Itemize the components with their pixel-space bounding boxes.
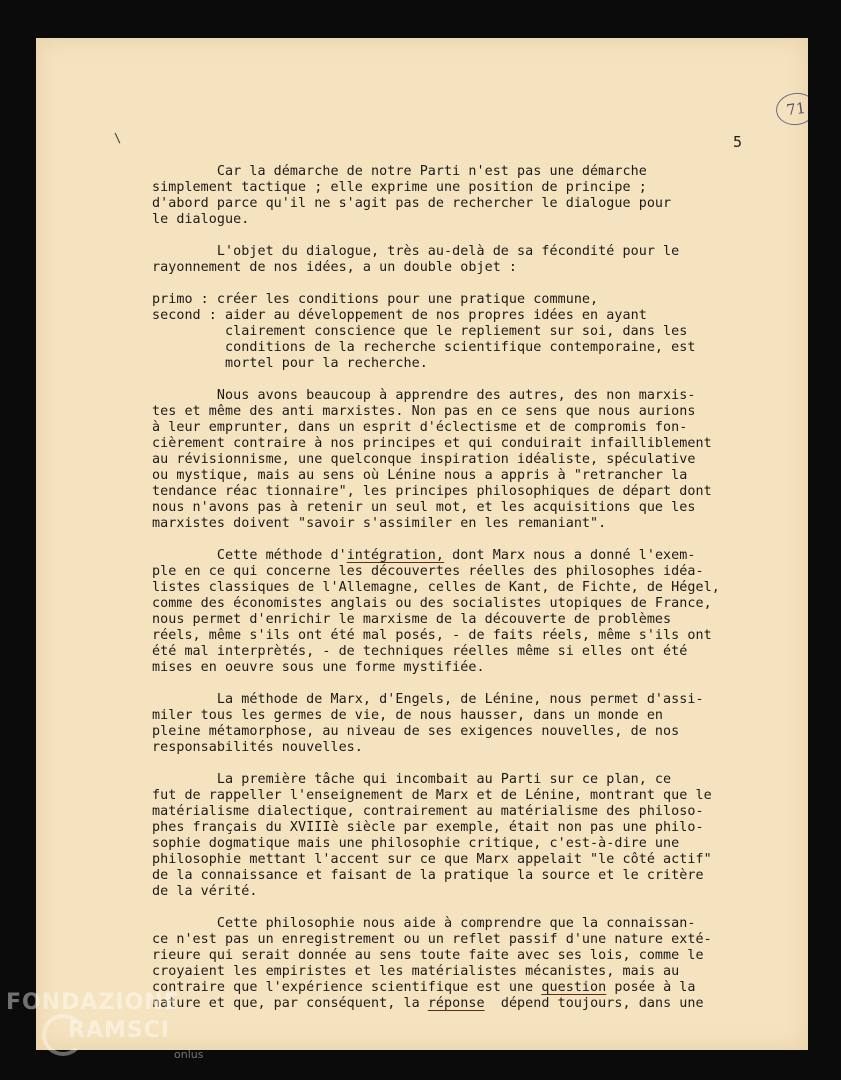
document-page <box>36 38 808 1050</box>
text-line: philosophie mettant l'accent sur ce que Marx appelait "le côté actif" <box>152 852 712 867</box>
text-line: conditions de la recherche scientifique contemporaine, est <box>152 340 696 355</box>
text-line: tes et même des anti marxistes. Non pas en ce sens que nous aurions <box>152 404 696 419</box>
text-line: pleine métamorphose, au niveau de ses exigences nouvelles, de nos <box>152 724 680 739</box>
text-line: ce n'est pas un enregistrement ou un reflet passif d'une nature exté- <box>152 932 712 947</box>
paragraph-gap <box>152 756 808 772</box>
text-line: second : aider au développement de nos propres idées en ayant <box>152 308 647 323</box>
watermark-line3: onlus <box>174 1048 204 1061</box>
text-line: cièrement contraire à nos principes et qui conduirait infailliblement <box>152 436 712 451</box>
text-line: matérialisme dialectique, contrairement au matérialisme des philoso- <box>152 804 704 819</box>
text-line: La méthode de Marx, d'Engels, de Lénine, nous permet d'assi- <box>152 692 704 707</box>
text-line: nous n'avons pas à retenir un seul mot, et les acquisitions que les <box>152 500 696 515</box>
paragraph-gap <box>152 900 808 916</box>
text-line: nature et que, par conséquent, la réponse dépend toujours, dans une <box>152 996 704 1011</box>
text-line: simplement tactique ; elle exprime une position de principe ; <box>152 180 647 195</box>
text-line: de la vérité. <box>152 884 258 899</box>
watermark-line2: RAMSCI <box>68 1018 171 1043</box>
fondazione-gramsci-watermark <box>6 990 226 1070</box>
text-line: phes français du XVIIIè siècle par exemple, était non pas une philo- <box>152 820 704 835</box>
text-line: fut de rappeller l'enseignement de Marx et de Lénine, montrant que le <box>152 788 712 803</box>
text-line: listes classiques de l'Allemagne, celles de Kant, de Fichte, de Hégel, <box>152 580 720 595</box>
text-line: de la connaissance et faisant de la pratique la source et le critère <box>152 868 704 883</box>
text-line: tendance réac tionnaire", les principes philosophiques de départ dont <box>152 484 712 499</box>
archive-stamp: 71 <box>774 90 808 127</box>
text-line: clairement conscience que le repliement sur soi, dans les <box>152 324 688 339</box>
text-line: d'abord parce qu'il ne s'agit pas de rechercher le dialogue pour <box>152 196 672 211</box>
text-line: L'objet du dialogue, très au-delà de sa fécondité pour le <box>152 244 680 259</box>
text-line: à leur emprunter, dans un esprit d'éclectisme et de compromis fon- <box>152 420 688 435</box>
text-line: mortel pour la recherche. <box>152 356 428 371</box>
text-line: responsabilités nouvelles. <box>152 740 363 755</box>
text-line: le dialogue. <box>152 212 250 227</box>
watermark-line1: FONDAZIONE <box>6 990 180 1015</box>
text-line: ou mystique, mais au sens où Lénine nous a appris à "retrancher la <box>152 468 688 483</box>
text-line: nous permet d'enrichir le marxisme de la découverte de problèmes <box>152 612 672 627</box>
text-line: miler tous les germes de vie, de nous hausser, dans un monde en <box>152 708 664 723</box>
text-line: sophie dogmatique mais une philosophie critique, c'est-à-dire une <box>152 836 680 851</box>
paragraph-gap <box>152 276 808 292</box>
margin-mark: \ <box>114 131 122 145</box>
text-line: été mal interprètés, - de techniques réelles même si elles ont été <box>152 644 688 659</box>
text-line: réels, même s'ils ont été mal posés, - de faits réels, même s'ils ont <box>152 628 712 643</box>
text-line: Nous avons beaucoup à apprendre des autres, des non marxis- <box>152 388 696 403</box>
text-line: comme des économistes anglais ou des socialistes utopiques de France, <box>152 596 712 611</box>
paragraph-gap <box>152 228 808 244</box>
document-body <box>152 164 808 1012</box>
text-line: rayonnement de nos idées, a un double objet : <box>152 260 518 275</box>
paragraph-gap <box>152 676 808 692</box>
paragraph-gap <box>152 372 808 388</box>
text-line: Cette méthode d'intégration, dont Marx nous a donné l'exem- <box>152 548 696 563</box>
text-line: mises en oeuvre sous une forme mystifiée. <box>152 660 485 675</box>
text-line: contraire que l'expérience scientifique est une question posée à la <box>152 980 696 995</box>
text-line: Cette philosophie nous aide à comprendre que la connaissan- <box>152 916 696 931</box>
text-line: Car la démarche de notre Parti n'est pas une démarche <box>152 164 647 179</box>
text-line: La première tâche qui incombait au Parti sur ce plan, ce <box>152 772 672 787</box>
text-line: rieure qui serait donnée au sens toute faite avec ses lois, comme le <box>152 948 704 963</box>
text-line: ple en ce qui concerne les découvertes réelles des philosophes idéa- <box>152 564 704 579</box>
text-line: croyaient les empiristes et les matérialistes mécanistes, mais au <box>152 964 680 979</box>
text-line: marxistes doivent "savoir s'assimiler en les remaniant". <box>152 516 607 531</box>
page-number: 5 <box>733 133 743 151</box>
text-line: au révisionnisme, une quelconque inspiration idéaliste, spéculative <box>152 452 696 467</box>
paragraph-gap <box>152 532 808 548</box>
text-line: primo : créer les conditions pour une pratique commune, <box>152 292 599 307</box>
